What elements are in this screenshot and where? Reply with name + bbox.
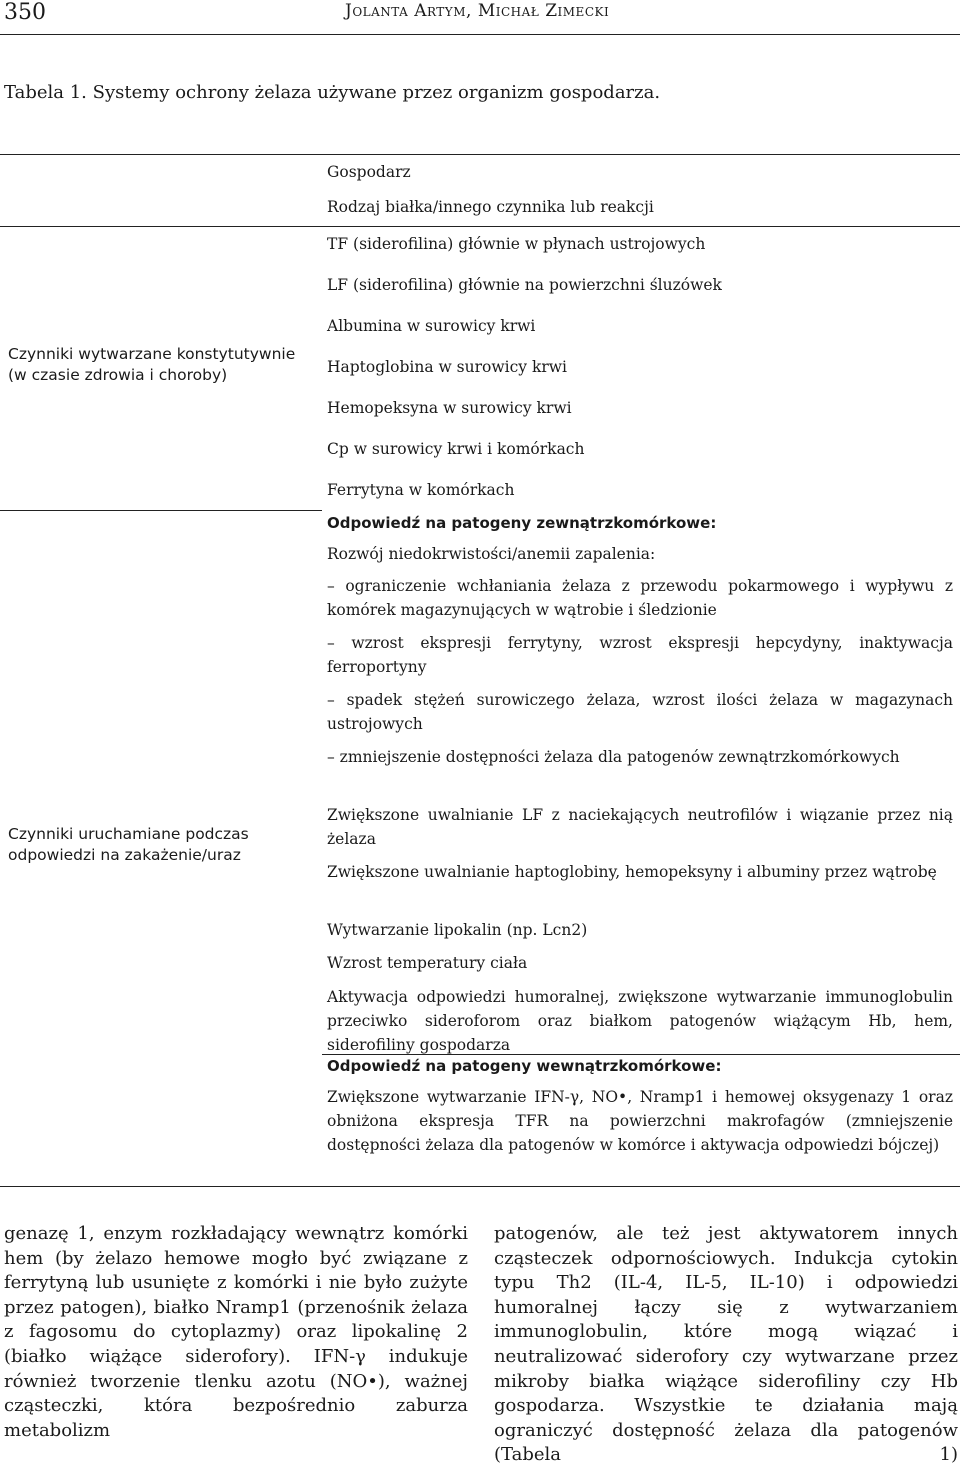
table-cell-ferritin: Ferrytyna w komórkach (327, 481, 515, 499)
body-text-right-column: patogenów, ale też jest aktywatorem innych cząsteczek odpornościowych. Indukcja cytokin typu Th2 (IL-4, IL-5, IL-10) i odpowiedzi humoralnej łączy się z wytwarzaniem immunoglobulin, które mogą wiązać i neutralizować siderofory czy wytwarzane przez mikroby białka wiążące siderofiliny czy Hb gospodarza. Wszystkie te działania mają ograniczyć dostępność żelaza dla patogenów (Tabela 1) (494, 1223, 958, 1466)
table-cell-haptoglobin: Haptoglobina w surowicy krwi (327, 358, 567, 376)
page-number: 350 (4, 0, 46, 25)
table-cell-temperature: Wzrost temperatury ciała (327, 954, 528, 972)
table-cell-lipocalins: Wytwarzanie lipokalin (np. Lcn2) (327, 921, 588, 939)
table-cell-hemopexin: Hemopeksyna w surowicy krwi (327, 399, 572, 417)
subheading-intracellular: Odpowiedź na patogeny wewnątrzkomórkowe: (327, 1057, 722, 1075)
table-header-host: Gospodarz (327, 163, 411, 181)
table-cell-humoral-response: Aktywacja odpowiedzi humoralnej, zwiększone wytwarzanie immunoglobulin przeciwko sideroforom oraz białkom patogenów wiążącym Hb, hem, siderofiliny gospodarza (327, 988, 953, 1054)
table-cell-anemia: Rozwój niedokrwistości/anemii zapalenia: (327, 545, 656, 563)
table-cell-iron-availability: – zmniejszenie dostępności żelaza dla patogenów zewnątrzkomórkowych (327, 748, 900, 766)
table-cell-liver-release: Zwiększone uwalnianie haptoglobiny, hemopeksyny i albuminy przez wątrobę (327, 863, 937, 881)
table-cell-absorption-limit: – ograniczenie wchłaniania żelaza z przewodu pokarmowego i wypływu z komórek magazynujących w wątrobie i śledzionie (327, 577, 953, 619)
table-cell-cp: Cp w surowicy krwi i komórkach (327, 440, 585, 458)
table-cell-ferritin-expression: – wzrost ekspresji ferrytyny, wzrost ekspresji hepcydyny, inaktywacja ferroportyny (327, 634, 953, 676)
running-title: Jolanta Artym, Michał Zimecki (345, 1, 610, 21)
body-text-left-column: genazę 1, enzym rozkładający wewnątrz komórki hem (by żelazo hemowe mogło być związane z ferrytyną lub usunięte z komórki i nie było zużyte przez patogen), białko Nramp1 (przenośnik żelaza z fagosomu do cytoplazmy) oraz lipokalinę 2 (białko wiążące siderofory). IFN-γ indukuje również tworzenie tlenku azotu (NO•), ważnej cząsteczki, która bezpośrednio zaburza metabolizm (4, 1223, 468, 1441)
table-rule-header (0, 226, 960, 227)
table-rule-section-divider (0, 510, 322, 511)
section-label-infection: Czynniki uruchamiane podczas odpowiedzi na zakażenie/uraz (8, 825, 249, 864)
table-cell-ifn-gamma: Zwiększone wytwarzanie IFN-γ, NO•, Nramp1 i hemowej oksygenazy 1 oraz obniżona ekspresja TFR na powierzchni makrofagów (zmniejszenie dostępności żelaza dla patogenów w komórce i aktywacja odpowiedzi bójczej) (327, 1088, 953, 1154)
section-label-constitutive: Czynniki wytwarzane konstytutywnie (w czasie zdrowia i choroby) (8, 345, 296, 384)
table-caption: Tabela 1. Systemy ochrony żelaza używane przez organizm gospodarza. (4, 82, 661, 103)
table-cell-tf: TF (siderofilina) głównie w płynach ustrojowych (327, 235, 706, 253)
table-rule-top (0, 154, 960, 155)
table-cell-lf-release: Zwiększone uwalnianie LF z naciekających neutrofilów i wiązanie przez nią żelaza (327, 806, 953, 848)
table-header-factor-type: Rodzaj białka/innego czynnika lub reakcji (327, 198, 654, 216)
subheading-extracellular: Odpowiedź na patogeny zewnątrzkomórkowe: (327, 514, 717, 532)
table-cell-albumin: Albumina w surowicy krwi (327, 317, 536, 335)
header-rule (0, 34, 960, 35)
table-rule-bottom (0, 1186, 960, 1187)
table-cell-lf: LF (siderofilina) głównie na powierzchni śluzówek (327, 276, 722, 294)
table-cell-serum-iron-drop: – spadek stężeń surowiczego żelaza, wzrost ilości żelaza w magazynach ustrojowych (327, 691, 953, 733)
